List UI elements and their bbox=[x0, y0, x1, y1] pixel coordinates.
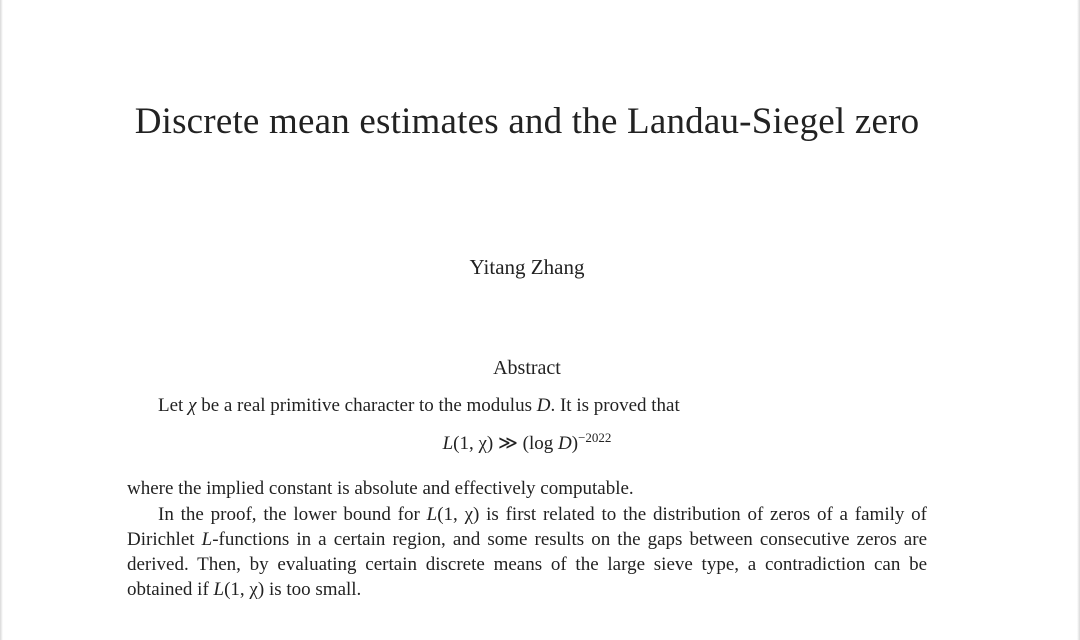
abstract-second-paragraph bbox=[127, 502, 927, 602]
main-equation bbox=[0, 432, 1054, 455]
text-segment: -functions in a certain region, and some results on the gaps between consecutive zeros are derived. Then, by evaluating certain discrete means of the large sieve type, a contradiction can be obtained if bbox=[127, 529, 927, 600]
L-symbol: L bbox=[426, 504, 438, 525]
page-left-edge bbox=[0, 0, 3, 640]
text-segment: . It is proved that bbox=[550, 395, 680, 416]
L-symbol: L bbox=[201, 529, 213, 550]
text-segment: (1, χ) is first related to the distribution of zeros of a family of Dirichlet bbox=[127, 504, 927, 550]
equation-close: ) bbox=[571, 433, 579, 454]
text-segment: be a real primitive character to the modulus bbox=[196, 395, 537, 416]
chi-symbol: χ bbox=[188, 395, 197, 416]
paper-title: Discrete mean estimates and the Landau-Siegel zero bbox=[134, 101, 920, 142]
modulus-symbol: D bbox=[536, 395, 551, 416]
paper-author: Yitang Zhang bbox=[469, 255, 585, 279]
L-symbol: L bbox=[213, 579, 225, 600]
text-segment: (1, χ) is too small. bbox=[224, 579, 362, 600]
text-segment: In the proof, the lower bound for bbox=[158, 504, 427, 525]
equation-D: D bbox=[558, 433, 572, 454]
abstract-continuation: where the implied constant is absolute and effectively computable. bbox=[127, 478, 634, 499]
abstract-first-line bbox=[158, 393, 680, 418]
equation-lhs: (1, χ) ≫ (log bbox=[453, 433, 558, 454]
equation-L: L bbox=[442, 433, 454, 454]
text-segment: Let bbox=[158, 395, 189, 416]
equation-exponent: −2022 bbox=[578, 430, 612, 445]
abstract-heading: Abstract bbox=[493, 357, 561, 379]
